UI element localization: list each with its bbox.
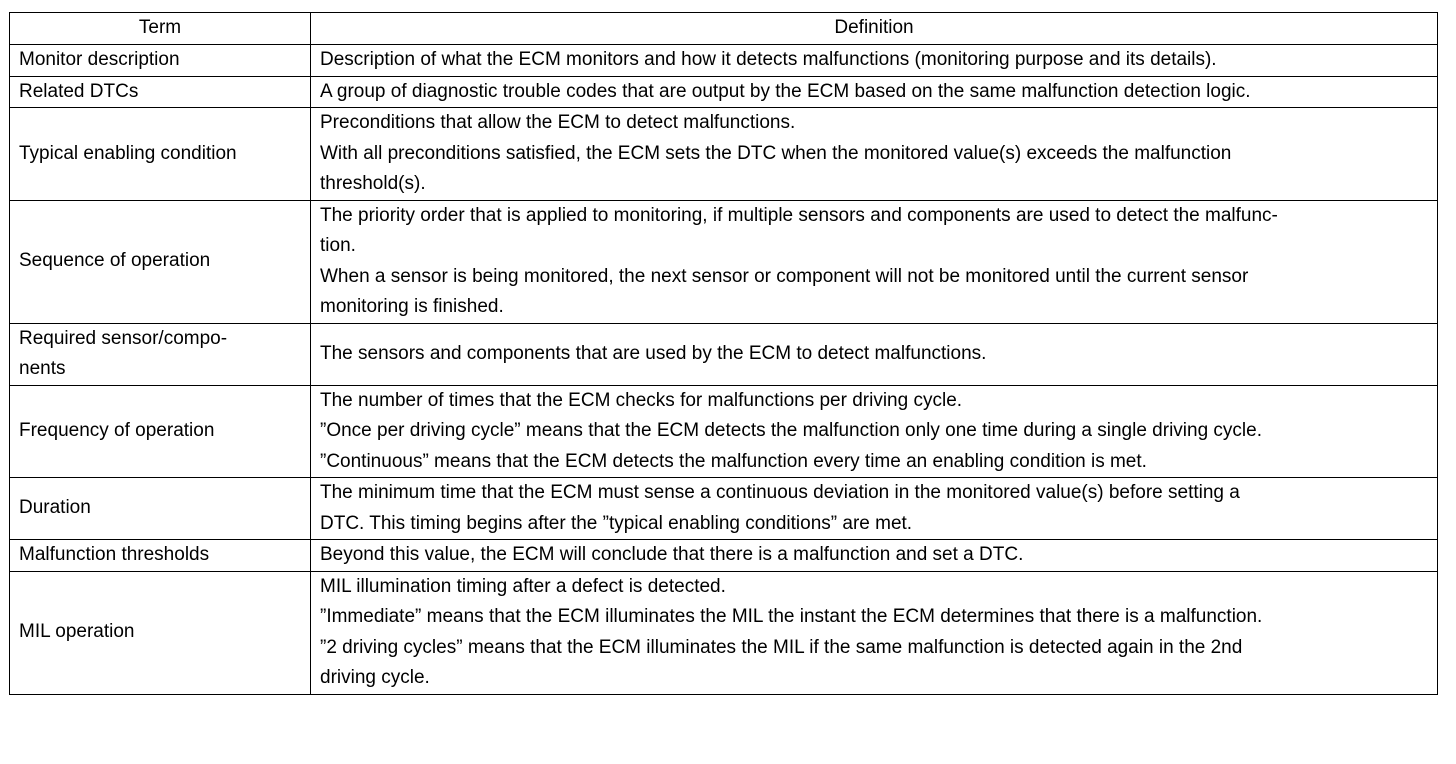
definition-text: The minimum time that the ECM must sense a continuous deviation in the monitored value(s) before setting a [320, 482, 1240, 503]
definition-text: driving cycle. [320, 667, 430, 688]
term-text: Related DTCs [19, 80, 139, 102]
term-text: Frequency of operation [19, 420, 215, 441]
term-cell [10, 45, 311, 77]
definition-text: When a sensor is being monitored, the next sensor or component will not be monitored until the current sensor [320, 265, 1249, 287]
term-cell [10, 571, 311, 694]
definition-cell [311, 323, 1438, 385]
definition-cell [311, 540, 1438, 572]
definition-text: ”Continuous” means that the ECM detects the malfunction every time an enabling condition is met. [320, 450, 1147, 472]
term-cell [10, 478, 311, 540]
table-body [10, 45, 1438, 695]
definition-text: ”Immediate” means that the ECM illuminates the MIL the instant the ECM determines that there is a malfunction. [320, 606, 1263, 627]
term-cell [10, 108, 311, 201]
term-text: nents [19, 358, 66, 379]
table-row [10, 385, 1438, 478]
definition-text: monitoring is finished. [320, 296, 504, 317]
definition-cell [311, 200, 1438, 323]
table-row [10, 323, 1438, 385]
definition-text: The priority order that is applied to monitoring, if multiple sensors and components are used to detect the malfunc- [320, 204, 1278, 226]
definition-text: The sensors and components that are used by the ECM to detect malfunctions. [320, 342, 987, 364]
term-cell [10, 540, 311, 572]
term-text: Required sensor/compo- [19, 327, 228, 349]
definition-cell [311, 108, 1438, 201]
table-header-row [10, 13, 1438, 45]
definition-cell [311, 571, 1438, 694]
term-text: Sequence of operation [19, 250, 211, 272]
definition-cell [311, 76, 1438, 108]
table-row [10, 45, 1438, 77]
definition-text: The number of times that the ECM checks for malfunctions per driving cycle. [320, 389, 963, 411]
term-text: Monitor description [19, 49, 180, 70]
term-cell [10, 76, 311, 108]
table-row [10, 571, 1438, 694]
definition-text: Preconditions that allow the ECM to detect malfunctions. [320, 112, 796, 133]
column-header-definition: Definition [311, 13, 1438, 45]
definition-cell [311, 478, 1438, 540]
table-row [10, 76, 1438, 108]
term-cell [10, 200, 311, 323]
definition-text: A group of diagnostic trouble codes that are output by the ECM based on the same malfunction detection logic. [320, 80, 1251, 102]
table-row [10, 540, 1438, 572]
definition-text: DTC. This timing begins after the ”typical enabling conditions” are met. [320, 512, 913, 534]
definition-cell [311, 45, 1438, 77]
term-text: Typical enabling condition [19, 142, 237, 164]
definition-text: MIL illumination timing after a defect is detected. [320, 575, 726, 597]
term-text: Duration [19, 497, 91, 519]
column-header-term: Term [10, 13, 311, 45]
definition-text: Description of what the ECM monitors and how it detects malfunctions (monitoring purpose and its details). [320, 49, 1217, 70]
terms-definitions-table [9, 12, 1438, 695]
definition-text: ”2 driving cycles” means that the ECM illuminates the MIL if the same malfunction is detected again in the 2nd [320, 636, 1243, 658]
table-row [10, 478, 1438, 540]
term-text: Malfunction thresholds [19, 544, 210, 565]
definition-text: threshold(s). [320, 173, 426, 194]
table-row [10, 200, 1438, 323]
definition-text: With all preconditions satisfied, the ECM sets the DTC when the monitored value(s) exceeds the malfunction [320, 142, 1232, 164]
definition-text: ”Once per driving cycle” means that the ECM detects the malfunction only one time during a single driving cycle. [320, 420, 1263, 441]
definition-text: tion. [320, 235, 356, 256]
definition-cell [311, 385, 1438, 478]
definition-text: Beyond this value, the ECM will conclude that there is a malfunction and set a DTC. [320, 544, 1024, 565]
term-text: MIL operation [19, 621, 135, 643]
term-cell [10, 385, 311, 478]
term-cell [10, 323, 311, 385]
table-row [10, 108, 1438, 201]
